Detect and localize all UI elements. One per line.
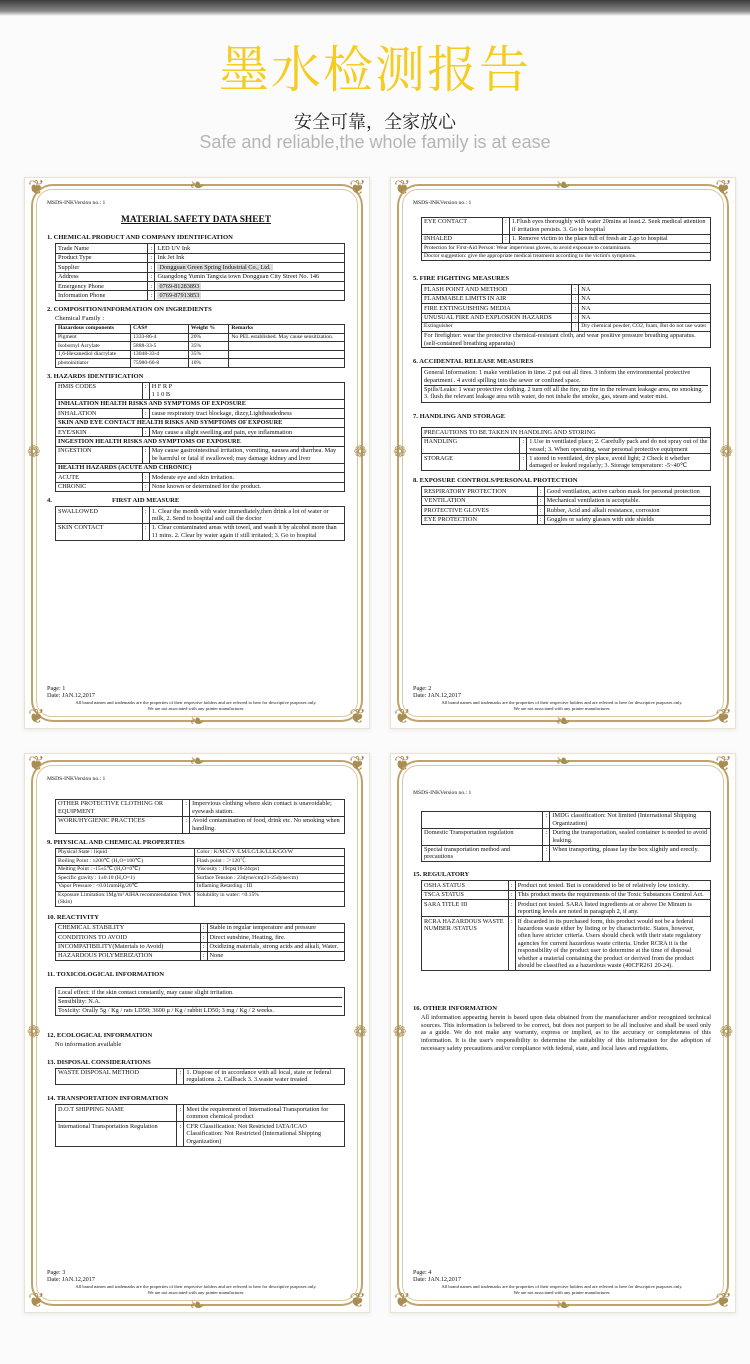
handling-storage-table: PRECAUTIONS TO BE TAKEN IN HANDLING AND STORING HANDLING : 1.Use in ventilated place; 2. Carefully pack and do not spray out of the vessel; 3. When operating, wear personal protective equipment STORAGE : 1 stored in ventilated, dry place, avoid light; 2 Check it whether damaged or leaked regularly; 3. Storage temperature: -5~40℃ (421, 427, 711, 471)
chemical-family: Chemical Family : (55, 314, 105, 322)
table-cell: None known or determined for the product. (149, 482, 344, 491)
table-cell: This product meets the requirements of the Toxic Substances Control Act. (515, 890, 710, 899)
table-cell: LED UV Ink (155, 244, 345, 253)
table-cell: HANDLING (422, 437, 520, 454)
document-body (413, 200, 711, 712)
hmis-values: 1 1 0 B (151, 390, 171, 398)
table-cell: 1 stored in ventilated, dry place, avoid light; 2 Check it whether damaged or leaked regularly; 3. Storage temperature: -5~40℃ (527, 454, 711, 471)
section-15-heading: 15. REGULATORY (413, 871, 470, 879)
ornament-icon: ❦ (28, 177, 45, 199)
table-cell: cause respiratory tract blockage, dizzy,Lightheadedness (149, 409, 344, 418)
table-cell: Meet the requirement of International Transportation for common chemical product (184, 1105, 345, 1122)
section-8-heading: 8. EXPOSURE CONTROLS/PERSONAL PROTECTION (413, 477, 578, 485)
fire-fighting-table: FLASH POINT AND METHOD : NA FLAMMABLE LIMITS IN AIR : NA FIRE EXTINGUISHING MEDIA : NA UNUSUAL FIRE AND EXPLOSION HAZARDS : NA Extinguisher : Dry chemical powder, CO2, foam, But do not use water For firefighter: wear the protective chemical-resistant cloth, and wear positive pressure breathing apparatus. (self-contained breathing apparatus) (421, 284, 711, 348)
hero-title: 墨水检测报告 (219, 41, 531, 99)
page-footer (47, 685, 345, 712)
table-cell: 35% (188, 342, 228, 351)
ecological-text: No information available (55, 1041, 122, 1049)
table-cell: EYE CONTACT (422, 217, 503, 234)
exposure-controls-table: RESPIRATORY PROTECTION : Good ventilation, active carbon mask for personal protection VENTILATION : Mechanical ventilation is acceptable. PROTECTIVE GLOVES : Rubber, Acid and alkali resistance, corrosion EYE PROTECTION : Goggles or safety glasses with side shields (421, 486, 711, 525)
table-cell: Moderate eye and skin irritation. (149, 473, 344, 482)
table-cell: Product not tested. But is considered to be of relatively low toxicity. (515, 881, 710, 890)
table-cell: INCOMPATIBILITY(Materials to Avoid) (56, 942, 201, 951)
table-subheader: HEALTH HAZARDS (ACUTE AND CHRONIC) (56, 463, 345, 472)
ornament-icon: ❁ (393, 1024, 407, 1041)
table-subheader: PRECAUTIONS TO BE TAKEN IN HANDLING AND STORING (422, 428, 711, 437)
protective-equipment-table: OTHER PROTECTIVE CLOTHING OR EQUIPMENT : Impervious clothing where skin contact is unavoidable; eyewash station. WORK/HYGIENIC PRACTICES : Avoid contamination of food, drink etc. No smoking when handling. (55, 799, 345, 834)
disposal-table: WASTE DISPOSAL METHOD : 1. Dispose of in accordance with all local, state or federal regulations. 2. Callback 3. 3.waste water treated (55, 1068, 345, 1086)
ornament-icon: ❁ (353, 1024, 367, 1041)
table-cell: 1.Use in ventilated place; 2. Carefully pack and do not spray out of the vessel; 3. When operating, wear personal protective equipment (527, 437, 711, 454)
first-aid-continued-table: EYE CONTACT : 1.Flush eyes thoroughly with water 20mins at least.2. Seek medical attention if irritation persists. 3. Go to hospital INHALED : 1. Remove victim to the place full of fresh air 2.go to hospital Protection for First-Aid Person: Wear impervious gloves, to avoid exposure to contaminants. Doctor suggestion: give the appropriate medical treatment according to the victim's symptoms. (421, 217, 711, 261)
section-number: 4. (47, 496, 52, 504)
first-aid-table: SWALLOWED : 1. Clear the month with water immediately,then drink a lot of water or milk, 2. Send to hospital and call the doctor SKIN CONTACT : 1. Clear contaminated areas with towel, and wash it by alcohol more than 11 mins. 2. Clear by water again if still irritated; 3. Go to hospital (55, 506, 345, 541)
toxicology-line: Sensibility: N.A. (58, 998, 342, 1007)
table-cell: FLAMMABLE LIMITS IN AIR (422, 294, 572, 303)
ornament-icon: ❦ (715, 753, 732, 775)
table-cell: HMIS CODES (56, 382, 143, 399)
table-cell: 1.Flush eyes thoroughly with water 20mins at least.2. Seek medical attention if irritation persists. 3. Go to hospital (509, 217, 710, 234)
table-cell: IMDG classification: Not limited (International Shipping Organization) (550, 811, 711, 828)
table-cell: Domestic Transportation regulation (422, 828, 543, 845)
table-cell: Product Type (56, 253, 148, 262)
document-date: Date: JAN.12,2017 (47, 1276, 95, 1284)
table-cell: ACUTE (56, 473, 143, 482)
table-cell: NA (579, 304, 711, 313)
table-cell: SWALLOWED (56, 507, 143, 524)
accidental-release-box (421, 367, 711, 403)
toxicology-line: Toxicity: Orally 5g / Kg / rats LD50; 3600 μ / Kg / rabbit LD50; 3 mg / Kg / 2 weeks. (58, 1006, 274, 1014)
document-date: Date: JAN.12,2017 (47, 692, 95, 700)
table-cell: May cause a slight swelling and pain, eye inflammation (149, 428, 344, 437)
table-cell: Melting Point : -15±5℃ (H₂O=0℃) (56, 865, 195, 874)
section-9-heading: 9. PHYSICAL AND CHEMICAL PROPERTIES (47, 838, 185, 846)
ornament-icon: ❦ (28, 753, 45, 775)
page-number: Page: 3 (47, 1268, 66, 1276)
ornament-icon: ❦ (349, 753, 366, 775)
properties-table (55, 848, 345, 907)
table-header: Weight % (188, 324, 228, 333)
section-title: FIRST AID MEASURE (111, 496, 180, 504)
document-date: Date: JAN.12,2017 (413, 1276, 461, 1284)
ornament-icon: ❦ (715, 706, 732, 728)
table-cell: Ink Jet Ink (155, 253, 345, 262)
table-cell: RCRA HAZARDOUS WASTE NUMBER /STATUS (422, 917, 509, 971)
table-cell: Isobornyl Acrylate (56, 342, 131, 351)
section-4-heading (47, 497, 345, 505)
ornament-icon: ❦ (394, 1290, 411, 1312)
table-cell: CHRONIC (56, 482, 143, 491)
table-cell: EYE PROTECTION (422, 515, 538, 524)
table-cell: Stable in regular temperature and pressure (207, 923, 345, 932)
section-3-heading: 3. HAZARDS IDENTIFICATION (47, 372, 144, 380)
table-cell: Mechanical ventilation is acceptable. (544, 496, 710, 505)
ingredients-table (55, 324, 345, 368)
table-cell: FIRE EXTINGUISHING MEDIA (422, 304, 572, 313)
document-body (47, 776, 345, 1296)
ornament-icon: ❦ (394, 706, 411, 728)
table-cell: May cause gastrointestinal irritation, vomiting, nausea and diarrhea. May be harmful or fatal if swallowed; may damage kidney and liver (149, 446, 344, 463)
ornament-icon: ❁ (719, 1024, 733, 1041)
table-cell: INHALED (422, 234, 503, 243)
table-cell: If discarded in its purchased form, this product would not be a federal hazardous waste either by listing or by characteristic. States, however, often have stricter criteria. Users should check with their state regulatory agencies for current hazardous waste criteria. Under RCRA it is the responsibility of the product user to determine at the time of disposal whether a material containing the product or derived from the product should be classified as a hazardous waste (40CFR261 20-24). (515, 917, 710, 971)
section-14-heading: 14. TRANSPORTATION INFORMATION (47, 1095, 169, 1103)
table-cell: OTHER PROTECTIVE CLOTHING OR EQUIPMENT (56, 799, 183, 816)
table-cell: Solubility in water: <0.15% (194, 891, 344, 906)
ornament-icon: ❦ (28, 706, 45, 728)
table-cell: CONDITIONS TO AVOID (56, 933, 201, 942)
supplier-value: Dongguan Green Spring Industrial Co., Ltd. (159, 263, 271, 271)
table-cell (155, 282, 345, 291)
table-cell: None (207, 951, 345, 960)
table-header: Remarks (229, 324, 345, 333)
table-cell: Extinguisher (422, 322, 572, 331)
table-cell (155, 291, 345, 300)
ornament-icon: ❦ (349, 1290, 366, 1312)
ornament-icon: ❦ (28, 1290, 45, 1312)
table-cell: Goggles or safety glasses with side shields (544, 515, 710, 524)
ornament-icon: ❧ (555, 753, 571, 771)
table-cell: Direct sunshine, Heating, fire. (207, 933, 345, 942)
table-cell: Impervious clothing where skin contact is unavoidable; eyewash station. (190, 799, 345, 816)
table-cell: 1333-86-4 (131, 333, 189, 342)
table-cell: Protection for First-Aid Person: Wear impervious gloves, to avoid exposure to contaminants. (422, 244, 711, 253)
document-date: Date: JAN.12,2017 (413, 692, 461, 700)
table-cell (229, 342, 345, 351)
msds-page-2 (390, 177, 736, 729)
reactivity-table: CHEMICAL STABILITY : Stable in regular temperature and pressure CONDITIONS TO AVOID : Direct sunshine, Heating, fire. INCOMPATIBILITY(Materials to Avoid) : Oxidizing materials, strong acids and alkali, Water. HAZARDOUS POLYMERIZATION : None (55, 923, 345, 962)
table-cell: Flash point : ＞120℃ (194, 857, 344, 866)
table-cell: Pigment (56, 333, 131, 342)
table-cell: WORK/HYGIENIC PRACTICES (56, 816, 183, 833)
table-cell: Surface Tension : 23dyne/cm(21-25dyne/cm) (194, 874, 344, 883)
page-footer (413, 685, 711, 712)
table-cell: Physical State : liquid (56, 848, 195, 857)
section-6-heading: 6. ACCIDENTAL RELEASE MEASURES (413, 358, 534, 366)
document-body (413, 776, 711, 1296)
table-cell (229, 350, 345, 359)
section-2-heading: 2. COMPOSITION/INFORMATION ON INGREDIENTS (47, 305, 212, 313)
table-cell: Exposure Limitation:1Mg/m³ AIHA recommendation TWA (Skin) (56, 891, 195, 906)
table-cell: SKIN CONTACT (56, 523, 143, 540)
toxicology-line: Local effect: if the skin contact constantly, may cause slight irritation. (58, 989, 342, 998)
table-cell: Specific gravity : 1±0.10 (H₂O=1) (56, 874, 195, 883)
table-cell: INHALATION (56, 409, 143, 418)
table-cell: CHEMICAL STABILITY (56, 923, 201, 932)
transportation-continued-table: : IMDG classification: Not limited (International Shipping Organization) Domestic Transportation regulation : During the transportation, sealed container is needed to avoid leaking. Special transportation method and precautions : When transporting, please lay the box slightly and erectly. (421, 811, 711, 863)
toxicology-box (55, 987, 345, 1016)
table-cell: NA (579, 294, 711, 303)
ornament-icon: ❧ (555, 177, 571, 195)
ornament-icon: ❧ (189, 177, 205, 195)
table-cell: WASTE DISPOSAL METHOD (56, 1068, 177, 1085)
table-cell: Color : K/M/C/Y /LM/LC/LK/LLK/GO/W (194, 848, 344, 857)
table-cell: HAZARDOUS POLYMERIZATION (56, 951, 201, 960)
table-cell: Emergency Phone (56, 282, 148, 291)
table-cell: Viscosity : 19cps(16-24cps) (194, 865, 344, 874)
table-cell: VENTILATION (422, 496, 538, 505)
table-cell: TSCA STATUS (422, 890, 509, 899)
table-subheader: INHALATION HEALTH RISKS AND SYMPTOMS OF EXPOSURE (56, 399, 345, 408)
table-cell (149, 382, 344, 399)
ornament-icon: ❧ (189, 1295, 205, 1313)
disclaimer-line: All brand names and trademarks are the properties of their respective holders and are referred to here for descriptive purposes only. (75, 1284, 317, 1290)
table-cell: RESPIRATORY PROTECTION (422, 487, 538, 496)
table-cell: No PEL established. May cause sensitization. (229, 333, 345, 342)
table-cell: OSHA STATUS (422, 881, 509, 890)
table-cell: Vapor Pressure : <0.01mmHg/20℃ (56, 882, 195, 891)
regulatory-table: OSHA STATUS : Product not tested. But is considered to be of relatively low toxicity. TSCA STATUS : This product meets the requirements of the Toxic Substances Control Act. SARA TITLE III : Product not tested. SARA listed ingredients at or above De Minum is reporting levels are noted in paragraph 2, if any. RCRA HAZARDOUS WASTE NUMBER /STATUS : If discarded in its purchased form, this product would not be a federal hazardous waste either by listing or by characteristic. States, however, often have stricter criteria. Users should check with their state regulatory agencies for current hazardous waste criteria. Under RCRA it is the responsibility of the product user to determine at the time of disposal whether a material containing the product or derived from the product should be classified as a hazardous waste (40CFR261 20-24). (421, 880, 711, 971)
ornament-icon: ❦ (394, 753, 411, 775)
msds-version: MSDS-INKVersion no.: 1 (47, 200, 106, 206)
table-cell: When transporting, please lay the box slightly and erectly. (550, 845, 711, 862)
table-cell (155, 263, 345, 272)
table-cell: 20% (188, 333, 228, 342)
page-footer (47, 1269, 345, 1296)
msds-page-4 (390, 753, 736, 1313)
table-cell: photoinitiator (56, 359, 131, 368)
table-cell: CFR Classification: Not Restricted IATA/ICAO Classification: Not Restricted (International Shipping Organization) (184, 1122, 345, 1146)
section-12-heading: 12. ECOLOGICAL INFORMATION (47, 1032, 153, 1040)
table-cell: 5888-33-5 (131, 342, 189, 351)
table-cell: 75980-60-8 (131, 359, 189, 368)
other-information-text: All information appearing herein is based upon data obtained from the manufacturer and/or recognized technical sources. This information is believed to be correct, but does not purport to be all inclusive and shall be used only as a guide. We do not make any warranty, express or implied, as to the accuracy or completeness of this information. It is the user's responsibility to determine the suitability of this information for the adoption of necessary safety precautions and/or compliance with federal, state, and local laws and regulations. (421, 1014, 711, 1052)
disclaimer-line: We are not associated with any printer manufacturer. (513, 1290, 611, 1296)
msds-page-3 (24, 753, 370, 1313)
table-cell: International Transportation Regulation (56, 1122, 177, 1146)
section-7-heading: 7. HANDLING AND STORAGE (413, 413, 506, 421)
ornament-icon: ❦ (394, 177, 411, 199)
hero-subtitle: 安全可靠，全家放心 (294, 112, 456, 133)
ornament-icon: ❁ (353, 444, 367, 461)
table-cell (229, 359, 345, 368)
ornament-icon: ❁ (393, 444, 407, 461)
disclaimer-line: We are not associated with any printer manufacturer. (147, 1290, 245, 1296)
section-10-heading: 10. REACTIVITY (47, 913, 100, 921)
msds-page-1 (24, 177, 370, 729)
table-cell: 1. Clear the month with water immediately,then drink a lot of water or milk, 2. Send to hospital and call the doctor (149, 507, 344, 524)
table-cell: FLASH POINT AND METHOD (422, 285, 572, 294)
hero-en-subtitle: Safe and reliable,the whole family is at ease (199, 132, 551, 152)
disclaimer-line: We are not associated with any printer manufacturer. (147, 706, 245, 712)
table-cell: Trade Name (56, 244, 148, 253)
table-cell: 1,6-Hexanediol diacrylate (56, 350, 131, 359)
information-phone-value: 0769-87913853 (159, 291, 200, 299)
table-cell: NA (579, 313, 711, 322)
document-body (47, 200, 345, 712)
ornament-icon: ❁ (719, 444, 733, 461)
table-header: Hazardous components (56, 324, 131, 333)
page-number: Page: 1 (47, 684, 66, 692)
table-cell: 13048-33-4 (131, 350, 189, 359)
table-cell: Guangdong Yumin Tangxia town Dongguan City Street No. 146 (155, 272, 345, 281)
table-cell: 35% (188, 350, 228, 359)
page-number: Page: 4 (413, 1268, 432, 1276)
table-cell: INGESTION (56, 446, 143, 463)
page-number: Page: 2 (413, 684, 432, 692)
hazards-table: HMIS CODES : H F R P 1 1 0 B INHALATION HEALTH RISKS AND SYMPTOMS OF EXPOSURE INHALATION : cause respiratory tract blockage, dizzy,Lightheadedness SKIN AND EYE CONTACT HEALTH RISKS AND SYMPTOMS OF EXPOSURE EYE/SKIN : May cause a slight swelling and pain, eye inflammation INGESTION HEALTH RISKS AND SYMPTOMS OF EXPOSURE INGESTION : May cause gastrointestinal irritation, vomiting, nausea and diarrhea. May be harmful or fatal if swallowed; may damage kidney and liver HEALTH HAZARDS (ACUTE AND CHRONIC) ACUTE : Moderate eye and skin irritation. CHRONIC : None known or determined for the product. (55, 382, 345, 492)
ornament-icon: ❁ (27, 1024, 41, 1041)
top-shadow-bar (0, 0, 750, 16)
section-16-heading: 16. OTHER INFORMATION (413, 1005, 497, 1013)
table-cell: During the transportation, sealed container is needed to avoid leaking. (550, 828, 711, 845)
ornament-icon: ❦ (715, 1290, 732, 1312)
table-cell: Good ventilation, active carbon mask for personal protection (544, 487, 710, 496)
ornament-icon: ❁ (27, 444, 41, 461)
ornament-icon: ❦ (349, 177, 366, 199)
msds-version: MSDS-INKVersion no.: 1 (413, 790, 472, 796)
table-cell: D.O.T SHIPPING NAME (56, 1105, 177, 1122)
table-cell: Product not tested. SARA listed ingredients at or above De Minum is reporting levels are noted in paragraph 2, if any. (515, 900, 710, 917)
table-cell: Boiling Point : ≥200℃ (H₂O=100℃) (56, 857, 195, 866)
table-cell: Doctor suggestion: give the appropriate medical treatment according to the victim's symptoms. (422, 252, 711, 261)
table-cell: Avoid contamination of food, drink etc. No smoking when handling. (190, 816, 345, 833)
transportation-table: D.O.T SHIPPING NAME : Meet the requirement of International Transportation for common chemical product International Transportation Regulation : CFR Classification: Not Restricted IATA/ICAO Classification: Not Restricted (International Shipping Organization) (55, 1104, 345, 1146)
disclaimer-line: We are not associated with any printer manufacturer. (513, 706, 611, 712)
disclaimer-line: All brand names and trademarks are the properties of their respective holders and are referred to here for descriptive purposes only. (441, 700, 683, 706)
ornament-icon: ❧ (555, 711, 571, 729)
table-cell: Supplier (56, 263, 148, 272)
identification-table: Trade Name : LED UV Ink Product Type : Ink Jet Ink Supplier : Dongguan Green Spring Industrial Co., Ltd. Address : Guangdong Yumin Tangxia town Dongguan City Street No. 146 Emergency Phone : 0769-81283893 Information Phone : 0769-87913853 (55, 243, 345, 301)
release-line: General Information: 1 make ventilation in time. 2 put out all fires. 3 inform the environmental protective department . 4 avoid spilling into the sewer or confined space. (424, 369, 708, 385)
table-header: CAS# (131, 324, 189, 333)
table-cell: Rubber, Acid and alkali resistance, corrosion (544, 506, 710, 515)
ornament-icon: ❦ (349, 706, 366, 728)
table-cell (422, 811, 543, 828)
msds-version: MSDS-INKVersion no.: 1 (47, 776, 106, 782)
table-cell: STORAGE (422, 454, 520, 471)
disclaimer-line: All brand names and trademarks are the properties of their respective holders and are referred to here for descriptive purposes only. (441, 1284, 683, 1290)
ornament-icon: ❦ (715, 177, 732, 199)
table-cell: Oxidizing materials, strong acids and alkali, Water. (207, 942, 345, 951)
msds-version: MSDS-INKVersion no.: 1 (413, 200, 472, 206)
table-cell: NA (579, 285, 711, 294)
section-5-heading: 5. FIRE FIGHTING MEASURES (413, 275, 509, 283)
section-1-heading: 1. CHEMICAL PRODUCT AND COMPANY IDENTIFICATION (47, 234, 233, 242)
emergency-phone-value: 0769-81283893 (159, 282, 200, 290)
table-cell: EYE/SKIN (56, 428, 143, 437)
table-cell: PROTECTIVE GLOVES (422, 506, 538, 515)
table-cell: Information Phone (56, 291, 148, 300)
document-title: MATERIAL SAFETY DATA SHEET (121, 214, 271, 225)
release-line: Spills/Leaks: 1 wear protective clothing. 2 turn off all the fire, no fire in the relevant leakage area, no smoking. 3. flush the relevant leakage area with water, do not inhale the smoke, gas, steam and water mist. (424, 385, 704, 401)
ornament-icon: ❧ (555, 1295, 571, 1313)
ornament-icon: ❧ (189, 753, 205, 771)
section-13-heading: 13. DISPOSAL CONSIDERATIONS (47, 1058, 151, 1066)
table-cell: For firefighter: wear the protective chemical-resistant cloth, and wear positive pressure breathing apparatus. (self-contained breathing apparatus) (422, 331, 711, 348)
page-footer (413, 1269, 711, 1296)
table-cell: 1. Remove victim to the place full of fresh air 2.go to hospital (509, 234, 710, 243)
table-cell: 10% (188, 359, 228, 368)
table-cell: 1. Dispose of in accordance with all local, state or federal regulations. 2. Callback 3. 3.waste water treated (184, 1068, 345, 1085)
section-11-heading: 11. TOXICOLOGICAL INFORMATION (47, 971, 165, 979)
table-cell: Dry chemical powder, CO2, foam, But do not use water (579, 322, 711, 331)
hmis-letters: H F R P (151, 383, 173, 391)
table-cell: 1. Clear contaminated areas with towel, and wash it by alcohol more than 11 mins. 2. Clear by water again if still irritated; 3. Go to hospital (149, 523, 344, 540)
table-cell: SARA TITLE III (422, 900, 509, 917)
table-cell: UNUSUAL FIRE AND EXPLOSION HAZARDS (422, 313, 572, 322)
ornament-icon: ❧ (189, 711, 205, 729)
table-cell: Address (56, 272, 148, 281)
disclaimer-line: All brand names and trademarks are the properties of their respective holders and are referred to here for descriptive purposes only. (75, 700, 317, 706)
table-subheader: INGESTION HEALTH RISKS AND SYMPTOMS OF EXPOSURE (56, 437, 345, 446)
table-cell: Special transportation method and precautions (422, 845, 543, 862)
table-cell: Inflaming Retarding : III (194, 882, 344, 891)
table-subheader: SKIN AND EYE CONTACT HEALTH RISKS AND SYMPTOMS OF EXPOSURE (56, 418, 345, 427)
